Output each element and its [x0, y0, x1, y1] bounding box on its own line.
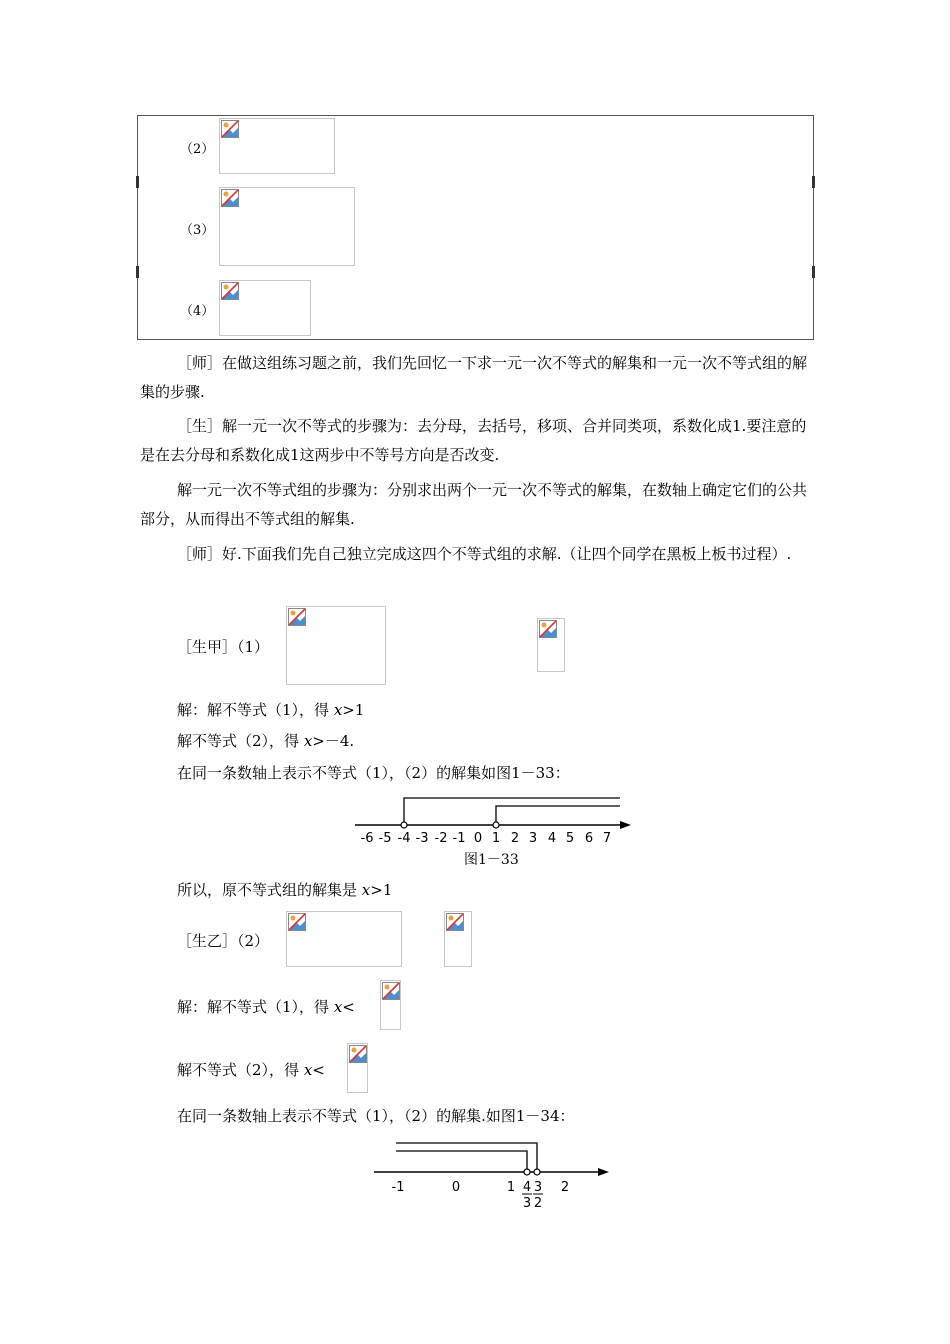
box-edge-mark [136, 176, 139, 188]
broken-image-icon [349, 1045, 367, 1063]
tick-label: 4 [547, 831, 557, 846]
tick-label: 0 [451, 1180, 461, 1195]
solution-text: 解：解不等式（1），得 [177, 701, 334, 719]
solution-text: 解不等式（2），得 [177, 732, 304, 750]
tick-label: 1 [491, 831, 501, 846]
broken-image-placeholder [286, 911, 402, 967]
item-label-3: （3） [180, 223, 215, 238]
tick-label: -1 [452, 831, 466, 846]
box-edge-mark [812, 176, 815, 188]
student-b-solution-1 [177, 997, 355, 1017]
tick-label: -4 [397, 831, 411, 846]
conclusion-result: >1 [370, 881, 393, 899]
solution-text: 解：解不等式（1），得 [177, 998, 334, 1016]
open-point-neg4 [401, 822, 407, 828]
broken-image-icon [221, 189, 239, 207]
tick-label: -2 [434, 831, 448, 846]
broken-image-placeholder [537, 618, 565, 672]
solution-result: < [342, 998, 355, 1016]
item-label-4: （4） [180, 304, 215, 319]
broken-image-icon [221, 120, 239, 138]
student-a-conclusion [177, 880, 392, 900]
tick-label: -1 [391, 1180, 405, 1195]
box-edge-mark [812, 266, 815, 278]
student-paragraph-steps: ［生］解一元一次不等式的步骤为：去分母，去括号，移项、合并同类项，系数化成1.要注意的是在去分母和系数化成1这两步中不等号方向是否改变. [140, 417, 807, 464]
solution-text: 解不等式（2），得 [177, 1061, 304, 1079]
teacher-paragraph-1: ［师］在做这组练习题之前，我们先回忆一下求一元一次不等式的解集和一元一次不等式组的解集的步骤. [140, 354, 808, 401]
fraction-numerator: 3 [533, 1180, 543, 1195]
tick-label: 2 [510, 831, 520, 846]
student-b-solution-2 [177, 1060, 325, 1080]
variable-x: x [303, 1061, 313, 1079]
student-a-solution-2 [177, 731, 354, 751]
number-line-figure-1-34 [369, 1136, 614, 1210]
fraction-denominator: 3 [522, 1196, 532, 1210]
tick-label: -3 [415, 831, 429, 846]
tick-label: 1 [506, 1180, 516, 1195]
axis-arrow [598, 1168, 609, 1176]
solution-result: < [312, 1061, 325, 1079]
broken-image-placeholder [444, 911, 472, 967]
broken-image-icon [288, 913, 306, 931]
solution-ray-x-gt-neg4 [404, 798, 620, 822]
tick-label: -6 [360, 831, 374, 846]
teacher-paragraph-2: ［师］好.下面我们先自己独立完成这四个不等式组的求解.（让四个同学在黑板上板书过程）. [177, 545, 792, 563]
student-b-axis-intro: 在同一条数轴上表示不等式（1），（2）的解集.如图1－34： [177, 1107, 575, 1125]
tick-label: 2 [560, 1180, 570, 1195]
broken-image-placeholder [219, 187, 355, 266]
number-line-figure-1-33 [352, 794, 637, 848]
student-a-label: ［生甲］（1） [177, 638, 270, 656]
broken-image-icon [539, 620, 557, 638]
conclusion-text: 所以，原不等式组的解集是 [177, 881, 362, 899]
tick-label: 0 [473, 831, 483, 846]
item-label-2: （2） [180, 142, 215, 157]
broken-image-placeholder [219, 280, 311, 336]
figure-caption-1-33: 图1－33 [464, 852, 519, 868]
open-point-3-2 [534, 1169, 540, 1175]
variable-x: x [333, 701, 343, 719]
solution-ray-x-gt-1 [496, 806, 620, 822]
student-a-solution-1 [177, 700, 364, 720]
open-point-4-3 [524, 1169, 530, 1175]
broken-image-icon [221, 282, 239, 300]
broken-image-placeholder [286, 606, 386, 685]
tick-label: 6 [584, 831, 594, 846]
solution-ray-x-lt-3-2 [396, 1143, 537, 1169]
solution-result: >－4. [312, 732, 355, 750]
variable-x: x [303, 732, 313, 750]
box-edge-mark [136, 266, 139, 278]
tick-label: 7 [602, 831, 612, 846]
broken-image-icon [446, 913, 464, 931]
broken-image-placeholder [219, 118, 335, 174]
system-steps-paragraph: 解一元一次不等式组的步骤为：分别求出两个一元一次不等式的解集，在数轴上确定它们的公共部分，从而得出不等式组的解集. [140, 481, 808, 528]
tick-label: 5 [565, 831, 575, 846]
broken-image-placeholder [347, 1043, 368, 1093]
variable-x: x [361, 881, 371, 899]
student-b-label: ［生乙］（2） [177, 932, 270, 950]
axis-arrow [620, 821, 631, 829]
student-a-axis-intro: 在同一条数轴上表示不等式（1），（2）的解集如图1－33： [177, 764, 570, 782]
variable-x: x [333, 998, 343, 1016]
open-point-1 [493, 822, 499, 828]
tick-label: -5 [378, 831, 392, 846]
solution-result: >1 [342, 701, 365, 719]
fraction-numerator: 4 [522, 1180, 532, 1195]
broken-image-icon [288, 608, 306, 626]
broken-image-icon [382, 982, 400, 1000]
tick-label: 3 [528, 831, 538, 846]
fraction-denominator: 2 [533, 1196, 543, 1210]
solution-ray-x-lt-4-3 [396, 1151, 527, 1169]
broken-image-placeholder [380, 980, 401, 1030]
